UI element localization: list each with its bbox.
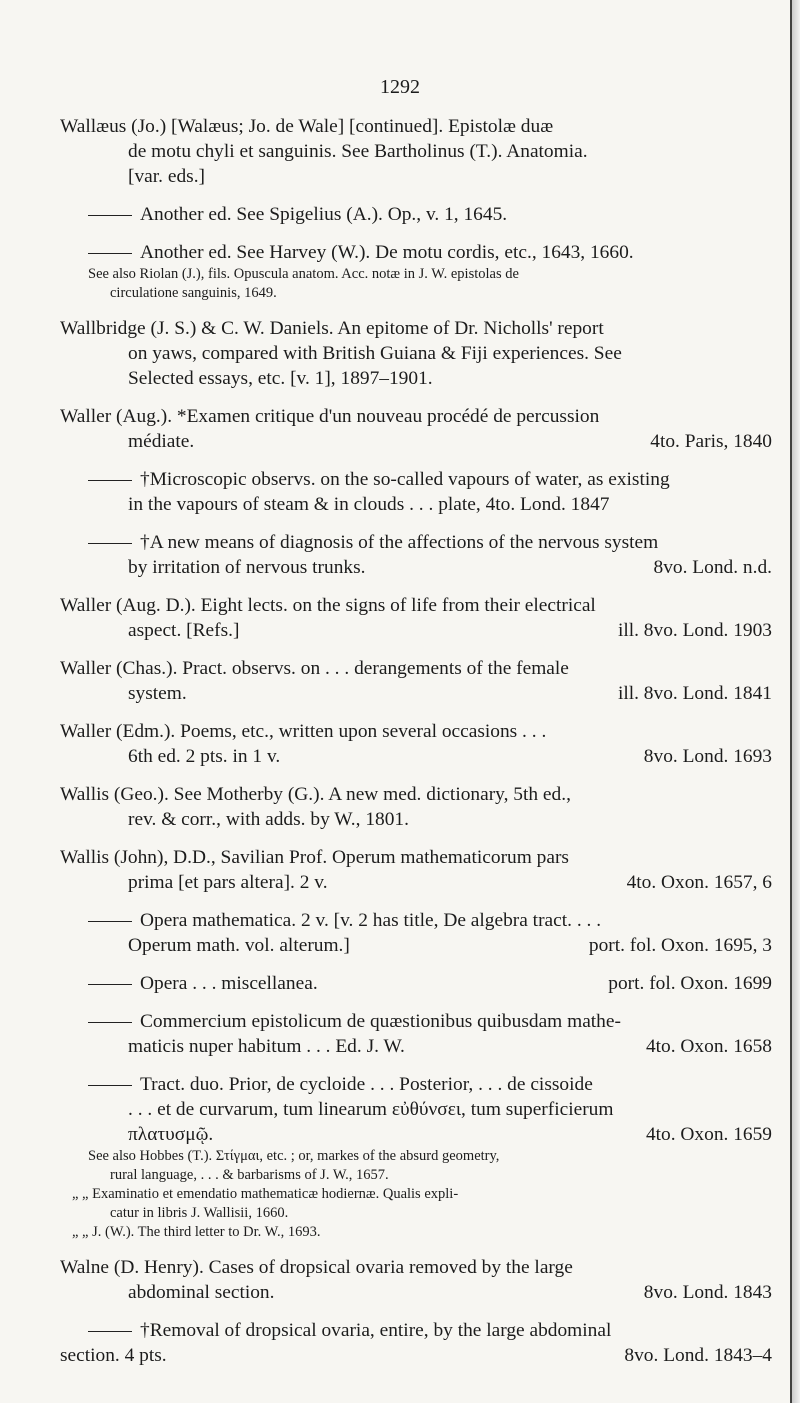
entry-line: Waller (Chas.). Pract. observs. on . . . derangements of the female [60,658,569,679]
catalogue-entry [60,1318,776,1368]
entry-line: †A new means of diagnosis of the affections of the nervous system [140,532,659,553]
note-line: circulatione sanguinis, 1649. [110,285,277,301]
note-line: See also Hobbes (T.). Στίγμαι, etc. ; or, markes of the absurd geometry, [88,1148,500,1164]
catalogue-column [60,114,776,1381]
ditto-dash [88,1022,132,1023]
entry-line: Another ed. See Spigelius (A.). Op., v. 1, 1645. [140,204,508,225]
page-edge-shadow [792,0,800,1403]
page-number: 1292 [380,76,420,98]
ditto-dash [88,984,132,985]
entry-line: †Microscopic observs. on the so-called vapours of water, as existing [140,469,670,490]
catalogue-entry [60,971,776,996]
entry-line: de motu chyli et sanguinis. See Bartholinus (T.). Anatomia. [128,141,588,162]
entry-line: Tract. duo. Prior, de cycloide . . . Posterior, . . . de cissoide [140,1074,593,1095]
catalogue-entry [60,1255,776,1305]
catalogue-entry [60,845,776,895]
catalogue-entry [60,530,776,580]
entry-line: abdominal section. [128,1282,275,1303]
entry-line: πλατυσμῷ. [128,1124,214,1145]
catalogue-entry [60,316,776,391]
ditto-dash [88,253,132,254]
see-also-note [60,1147,776,1242]
imprint: 4to. Oxon. 1657, 6 [626,872,772,893]
entry-line: Wallæus (Jo.) [Walæus; Jo. de Wale] [continued]. Epistolæ duæ [60,116,554,137]
see-also-note [60,265,776,303]
catalogue-entry [60,782,776,832]
note-line: catur in libris J. Wallisii, 1660. [110,1205,289,1221]
entry-line: system. [128,683,187,704]
note-line: rural language, . . . & barbarisms of J. W., 1657. [110,1167,389,1183]
entry-line: Wallis (John), D.D., Savilian Prof. Operum mathematicorum pars [60,847,569,868]
imprint: ill. 8vo. Lond. 1841 [617,683,772,704]
ditto-dash [88,543,132,544]
entry-line: Wallbridge (J. S.) & C. W. Daniels. An epitome of Dr. Nicholls' report [60,318,604,339]
imprint: 8vo. Lond. 1843–4 [624,1345,772,1366]
catalogue-entry [60,719,776,769]
entry-line: [var. eds.] [128,166,205,187]
note-line: See also Riolan (J.), fils. Opuscula anatom. Acc. notæ in J. W. epistolas de [88,266,519,282]
catalogue-entry [60,202,776,227]
ditto-dash [88,921,132,922]
catalogue-entry [60,404,776,454]
entry-line: Another ed. See Harvey (W.). De motu cordis, etc., 1643, 1660. [140,242,634,263]
catalogue-entry [60,656,776,706]
entry-line: médiate. [128,431,195,452]
entry-line: Waller (Aug.). *Examen critique d'un nouveau procédé de percussion [60,406,600,427]
entry-line: maticis nuper habitum . . . Ed. J. W. [128,1036,405,1057]
ditto-dash [88,480,132,481]
entry-line: Wallis (Geo.). See Motherby (G.). A new med. dictionary, 5th ed., [60,784,571,805]
entry-line: Operum math. vol. alterum.] [128,935,350,956]
imprint: port. fol. Oxon. 1695, 3 [588,935,772,956]
catalogue-entry [60,467,776,517]
entry-line: 6th ed. 2 pts. in 1 v. [128,746,281,767]
ditto-dash [88,1085,132,1086]
imprint: 4to. Paris, 1840 [650,431,772,452]
imprint: 8vo. Lond. 1693 [643,746,772,767]
entry-line: Opera . . . miscellanea. [140,973,318,994]
entry-line: section. 4 pts. [60,1345,167,1366]
catalogue-entry [60,593,776,643]
ditto-dash [88,215,132,216]
entry-line: Commercium epistolicum de quæstionibus quibusdam mathe- [140,1011,621,1032]
entry-line: rev. & corr., with adds. by W., 1801. [128,809,409,830]
imprint: ill. 8vo. Lond. 1903 [617,620,772,641]
entry-line: †Removal of dropsical ovaria, entire, by the large abdominal [140,1320,612,1341]
imprint: 8vo. Lond. n.d. [653,557,772,578]
entry-line: Waller (Edm.). Poems, etc., written upon several occasions . . . [60,721,547,742]
catalogue-entry [60,1072,776,1242]
note-line: „ „ J. (W.). The third letter to Dr. W., 1693. [72,1224,321,1240]
entry-line: Opera mathematica. 2 v. [v. 2 has title, De algebra tract. . . . [140,910,602,931]
entry-line: . . . et de curvarum, tum linearum εὐθύνσει, tum superficierum [128,1099,614,1120]
catalogue-entry [60,114,776,189]
imprint: 4to. Oxon. 1658 [645,1036,772,1057]
catalogue-entry [60,1009,776,1059]
catalogue-entry [60,240,776,303]
note-line: „ „ Examinatio et emendatio mathematicæ hodiernæ. Qualis expli- [72,1186,459,1202]
entry-line: by irritation of nervous trunks. [128,557,366,578]
entry-line: Walne (D. Henry). Cases of dropsical ovaria removed by the large [60,1257,573,1278]
entry-line: in the vapours of steam & in clouds . . . plate, 4to. Lond. 1847 [128,494,610,515]
ditto-dash [88,1331,132,1332]
entry-line: on yaws, compared with British Guiana & Fiji experiences. See [128,343,622,364]
catalogue-entry [60,908,776,958]
entry-line: Selected essays, etc. [v. 1], 1897–1901. [128,368,433,389]
imprint: 4to. Oxon. 1659 [645,1124,772,1145]
imprint: port. fol. Oxon. 1699 [608,973,772,994]
entry-line: aspect. [Refs.] [128,620,240,641]
imprint: 8vo. Lond. 1843 [643,1282,772,1303]
entry-line: prima [et pars altera]. 2 v. [128,872,328,893]
entry-line: Waller (Aug. D.). Eight lects. on the signs of life from their electrical [60,595,596,616]
